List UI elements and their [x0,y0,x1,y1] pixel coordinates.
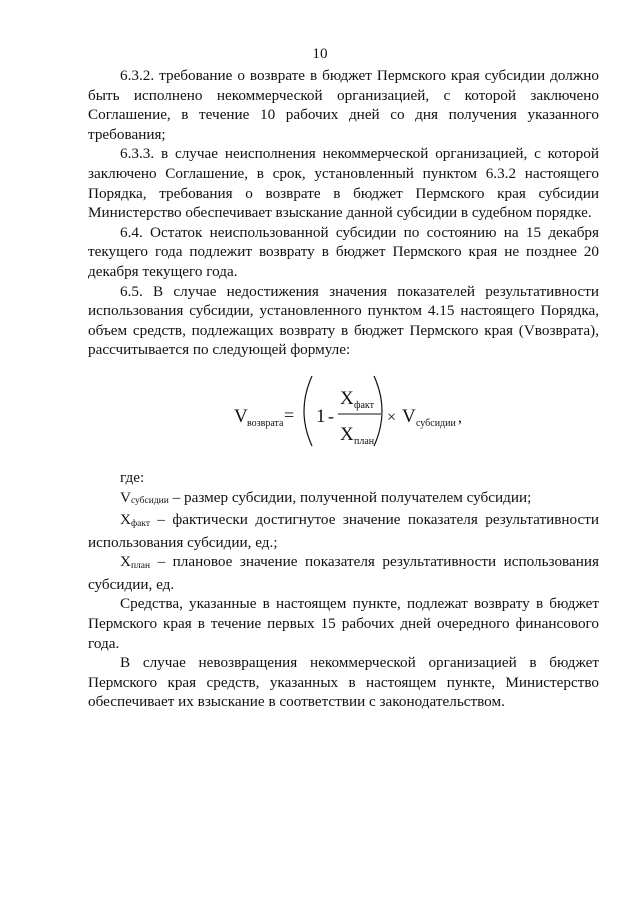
definition-symbol: X [120,511,131,529]
definition-symbol: X [120,553,131,571]
definition-x-plan [88,552,599,594]
formula-rhs-sub: субсидии [416,417,456,429]
where-label: где: [120,468,145,486]
paragraph-6-5: 6.5. В случае недостижения значения показателей результативности использования субсидии, установленного пунктом 4.15 настоящего Порядка, объем средств, подлежащих возврату в бюджет Пермского края (Vвозврата), рассчитывается по следующей формуле: [88,282,599,359]
paragraph-6-3-3: 6.3.3. в случае неисполнения некоммерческой организацией, с которой заключено Соглашение, в срок, установленный пунктом 6.3.2 настоящего Порядка, требования о возврате в бюджет Пермского края субсидии Министерство обеспечивает взыскание данной субсидии в судебном порядке. [88,145,599,222]
paragraph-refund-deadline: Средства, указанные в настоящем пункте, подлежат возврату в бюджет Пермского края в течение первых 15 рабочих дней очередного финансового года. [88,595,599,652]
formula-minus: - [328,405,334,426]
formula-lhs-sub: возврата [247,417,284,429]
definition-symbol-sub: субсидии [130,496,169,507]
page-number: 10 [312,45,328,62]
formula-numerator: X [340,387,354,409]
formula-one: 1 [316,405,326,427]
formula-equals: = [284,404,295,425]
formula-graphic [88,364,599,458]
formula-denominator: X [340,423,354,445]
formula-lhs: V [234,405,248,427]
refund-formula [88,364,599,458]
definition-text: – размер субсидии, полученной получателем субсидии; [168,488,532,506]
definition-symbol-sub: факт [130,518,150,529]
paragraph-non-return: В случае невозвращения некоммерческой организацией в бюджет Пермского края средств, указанных в настоящем пункте, Министерство обеспечивает их взыскание в соответствии с законодательством. [88,654,599,711]
definition-v-subsidy [88,488,599,511]
paragraph-6-4: 6.4. Остаток неиспользованной субсидии по состоянию на 15 декабря текущего года подлежит возврату в бюджет Пермского края не позднее 20 декабря текущего года. [88,223,599,280]
definition-symbol: V [120,488,131,506]
formula-comma: , [458,408,462,426]
formula-rhs: V [402,405,416,427]
formula-numerator-sub: факт [354,399,375,411]
formula-times: × [387,408,397,426]
right-paren-shape [374,376,382,446]
definition-text: – плановое значение показателя результативности использования субсидии, ед. [88,553,599,593]
definition-text: – фактически достигнутое значение показателя результативности использования субсидии, ед.; [88,511,599,551]
definition-x-fact [88,510,599,552]
left-paren-shape [304,376,312,446]
formula-denominator-sub: план [354,435,375,447]
paragraph-6-3-2: 6.3.2. требование о возврате в бюджет Пермского края субсидии должно быть исполнено некоммерческой организацией, с которой заключено Соглашение, в течение 10 рабочих дней со дня получения указанного требования; [88,67,599,143]
document-body [88,66,599,712]
definition-symbol-sub: план [130,561,151,572]
